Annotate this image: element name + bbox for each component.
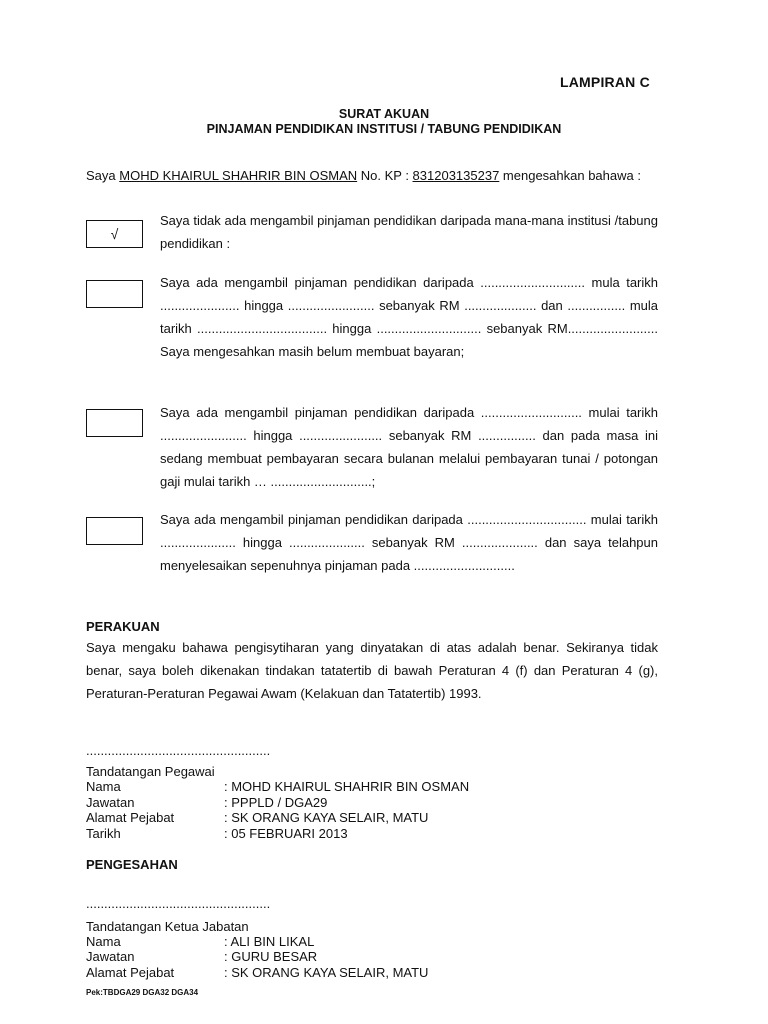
field-value: : ALI BIN LIKAL	[224, 934, 315, 949]
pegawai-nama-row	[86, 779, 686, 794]
field-value: : SK ORANG KAYA SELAIR, MATU	[224, 965, 429, 980]
field-value: : 05 FEBRUARI 2013	[224, 826, 348, 841]
pengesahan-heading: PENGESAHAN	[86, 857, 178, 872]
check-mark-icon: √	[110, 226, 119, 242]
field-value: : SK ORANG KAYA SELAIR, MATU	[224, 810, 429, 825]
field-label: Jawatan	[86, 795, 135, 810]
kp-label: No. KP :	[357, 168, 413, 183]
ketua-signature-line: ...................................................	[86, 896, 271, 911]
option-3-checkbox[interactable]	[86, 409, 143, 437]
perakuan-heading: PERAKUAN	[86, 619, 160, 634]
document-subtitle: PINJAMAN PENDIDIKAN INSTITUSI / TABUNG PENDIDIKAN	[206, 122, 562, 136]
option-3-text: Saya ada mengambil pinjaman pendidikan daripada ............................ mulai tarikh ........................ hingga ....................... sebanyak RM ................ dan pada masa ini sedang membuat pembayaran secara bulanan melalui pembayaran tunai / potongan gaji mulai tarikh … ............................;	[160, 405, 658, 489]
option-1-text: Saya tidak ada mengambil pinjaman pendidikan daripada mana-mana institusi /tabung pendidikan :	[160, 213, 658, 251]
ketua-nama-row	[86, 934, 686, 949]
lampiran-label: LAMPIRAN C	[560, 74, 650, 90]
option-2-text: Saya ada mengambil pinjaman pendidikan daripada ............................. mula tarikh ...................... hingga ........................ sebanyak RM .................... dan ................ mula tarikh .................................... hingga ............................. sebanyak RM......................... Saya mengesahkan masih belum membuat bayaran;	[160, 275, 658, 359]
intro-statement	[86, 168, 658, 183]
option-4-checkbox[interactable]	[86, 517, 143, 545]
ketua-alamat-row	[86, 965, 686, 980]
pegawai-alamat-row	[86, 810, 686, 825]
field-label: Alamat Pejabat	[86, 810, 175, 825]
field-value: : PPPLD / DGA29	[224, 795, 328, 810]
option-2-checkbox[interactable]	[86, 280, 143, 308]
option-4-text: Saya ada mengambil pinjaman pendidikan daripada ................................. mulai tarikh ..................... hingga ..................... sebanyak RM ..................... dan saya telahpun menyelesaikan sepenuhnya pinjaman pada ............................	[160, 512, 658, 573]
pegawai-tarikh-row	[86, 826, 686, 841]
field-label: Jawatan	[86, 949, 135, 964]
kp-number: 831203135237	[412, 168, 500, 183]
footer-reference: Pek:TBDGA29 DGA32 DGA34	[86, 988, 199, 997]
ketua-jawatan-row	[86, 949, 686, 964]
intro-prefix: Saya	[86, 168, 120, 183]
pegawai-jawatan-row	[86, 795, 686, 810]
field-label: Nama	[86, 779, 121, 794]
intro-suffix: mengesahkan bahawa :	[499, 168, 641, 183]
perakuan-text: Saya mengaku bahawa pengisytiharan yang dinyatakan di atas adalah benar. Sekiranya tidak benar, saya boleh dikenakan tindakan tatatertib di bawah Peraturan 4 (f) dan Peraturan 4 (g), Peraturan-Peraturan Pegawai Awam (Kelakuan dan Tatatertib) 1993.	[86, 640, 658, 701]
field-value: : GURU BESAR	[224, 949, 318, 964]
field-label: Nama	[86, 934, 121, 949]
field-value: : MOHD KHAIRUL SHAHRIR BIN OSMAN	[224, 779, 470, 794]
field-label: Alamat Pejabat	[86, 965, 175, 980]
pegawai-signature-label: Tandatangan Pegawai	[86, 764, 215, 779]
field-label: Tarikh	[86, 826, 121, 841]
document-title: SURAT AKUAN	[338, 107, 430, 121]
option-1-checkbox[interactable]	[86, 220, 143, 248]
declarant-name: MOHD KHAIRUL SHAHRIR BIN OSMAN	[119, 168, 358, 183]
pegawai-signature-line: ...................................................	[86, 743, 271, 758]
ketua-signature-label: Tandatangan Ketua Jabatan	[86, 919, 249, 934]
